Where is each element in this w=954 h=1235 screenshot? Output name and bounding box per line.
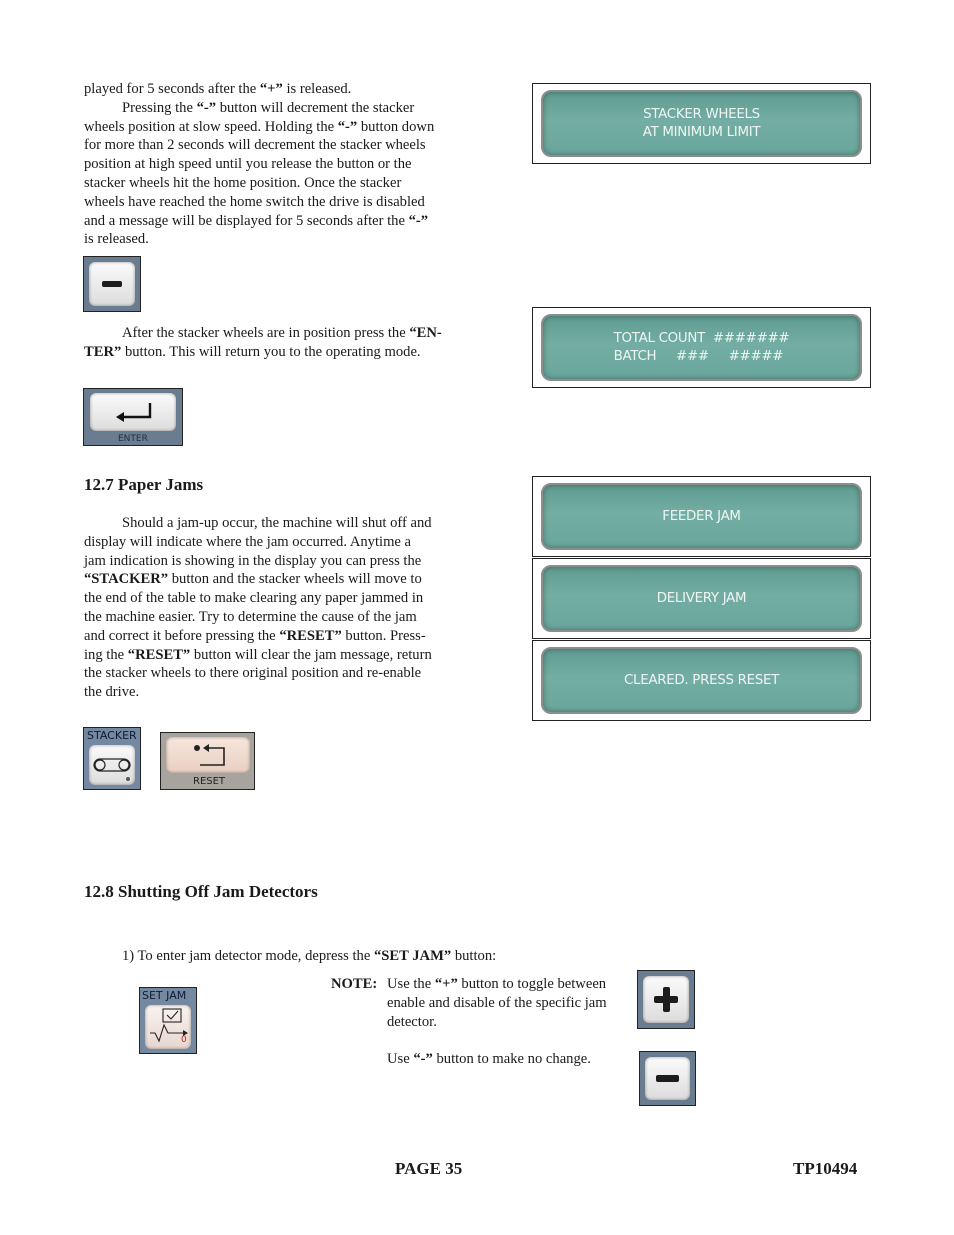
text: for more than 2 seconds will decrement the stacker wheels — [84, 137, 426, 154]
document-code: TP10494 — [793, 1159, 858, 1178]
text: enable and disable of the specific jam — [387, 994, 607, 1011]
text: wheels position at slow speed. Holding the — [84, 118, 338, 135]
text: Use — [387, 1051, 414, 1068]
text: and correct it before pressing the — [84, 627, 280, 644]
set-jam-key-zero: 0 — [181, 1035, 187, 1045]
reset-icon — [166, 737, 250, 773]
text: jam indication is showing in the display you can press the — [84, 552, 422, 569]
enter-paragraph — [84, 324, 474, 362]
display-line: STACKER WHEELS — [643, 106, 760, 122]
text: button to toggle between — [457, 976, 607, 992]
note-text — [387, 975, 627, 1069]
page-number: PAGE 35 — [395, 1159, 463, 1178]
text: button will clear the jam message, return — [190, 646, 432, 663]
stacker-key-label: STACKER — [87, 729, 137, 742]
display-line: BATCH ### ##### — [613, 348, 784, 364]
display-cleared — [532, 640, 871, 721]
reset-key — [160, 732, 255, 790]
text: TER” — [84, 343, 122, 360]
top-paragraph — [84, 80, 474, 249]
text: “-” — [408, 212, 429, 229]
text: “+” — [259, 81, 283, 97]
reset-key-label: RESET — [193, 776, 226, 787]
text: button down — [357, 118, 435, 135]
text: button and the stacker wheels will move to — [168, 571, 422, 588]
minus-icon — [102, 281, 122, 287]
set-jam-key-label: SET JAM — [142, 989, 187, 1002]
text: button: — [451, 948, 497, 964]
display-line: TOTAL COUNT ####### — [613, 330, 790, 346]
text: is released. — [282, 81, 352, 97]
text: ing the — [84, 646, 128, 663]
text: button to make no change. — [432, 1051, 591, 1068]
text: is released. — [84, 231, 149, 248]
text: “EN- — [409, 325, 442, 341]
conveyor-icon — [89, 745, 135, 785]
plus-key — [637, 970, 695, 1029]
text: the machine easier. Try to determine the cause of the jam — [84, 608, 417, 625]
step-1 — [122, 947, 622, 966]
display-delivery-jam — [532, 558, 871, 639]
minus-icon — [656, 1075, 679, 1082]
text: button. This will return you to the operating mode. — [121, 343, 421, 360]
minus-key-bottom — [639, 1051, 696, 1106]
text: wheels have reached the home switch the drive is disabled — [84, 193, 425, 210]
display-total-count — [532, 307, 871, 388]
text: display will indicate where the jam occurred. Anytime a — [84, 533, 412, 550]
text: button. Press- — [341, 627, 426, 644]
text: position at high speed until you release the button or the — [84, 156, 412, 173]
text: the stacker wheels to there original position and re-enable — [84, 665, 422, 682]
text: Pressing the — [122, 99, 197, 116]
stacker-key — [83, 727, 141, 790]
text: button will decrement the stacker — [216, 99, 415, 116]
text: “STACKER” — [84, 571, 169, 588]
display-line: AT MINIMUM LIMIT — [642, 124, 761, 140]
display-line: FEEDER JAM — [662, 508, 741, 524]
minus-key — [83, 256, 141, 312]
enter-icon — [90, 393, 176, 431]
text: stacker wheels hit the home position. Once the stacker — [84, 174, 402, 191]
text: Use the — [387, 976, 435, 992]
section-heading-jam-detectors: 12.8 Shutting Off Jam Detectors — [84, 882, 318, 901]
plus-icon-vertical — [663, 987, 670, 1012]
text: 1) To enter jam detector mode, depress the — [122, 948, 374, 964]
section-heading-paper-jams: 12.7 Paper Jams — [84, 475, 204, 494]
text: detector. — [387, 1013, 437, 1030]
display-line: DELIVERY JAM — [656, 590, 747, 606]
display-line: CLEARED. PRESS RESET — [623, 672, 780, 688]
paper-jams-paragraph — [84, 514, 474, 702]
set-jam-key — [139, 987, 197, 1054]
text: “-” — [337, 118, 358, 135]
text: played for 5 seconds after the — [84, 81, 260, 97]
text: and a message will be displayed for 5 seconds after the — [84, 212, 409, 229]
text: the drive. — [84, 684, 140, 701]
text: “-” — [196, 99, 217, 116]
text: “-” — [413, 1051, 433, 1068]
text: “+” — [434, 976, 458, 992]
note-label: NOTE: — [331, 976, 378, 992]
text: After the stacker wheels are in position press the — [122, 325, 410, 341]
text: Should a jam-up occur, the machine will shut off and — [122, 515, 432, 531]
enter-key-label: ENTER — [118, 434, 148, 444]
text: “SET JAM” — [373, 948, 452, 964]
text: “RESET” — [127, 646, 191, 663]
enter-key — [83, 388, 183, 446]
display-feeder-jam — [532, 476, 871, 557]
text: the end of the table to make clearing any paper jammed in — [84, 590, 424, 607]
display-stacker-min-limit — [532, 83, 871, 164]
text: “RESET” — [279, 627, 342, 644]
